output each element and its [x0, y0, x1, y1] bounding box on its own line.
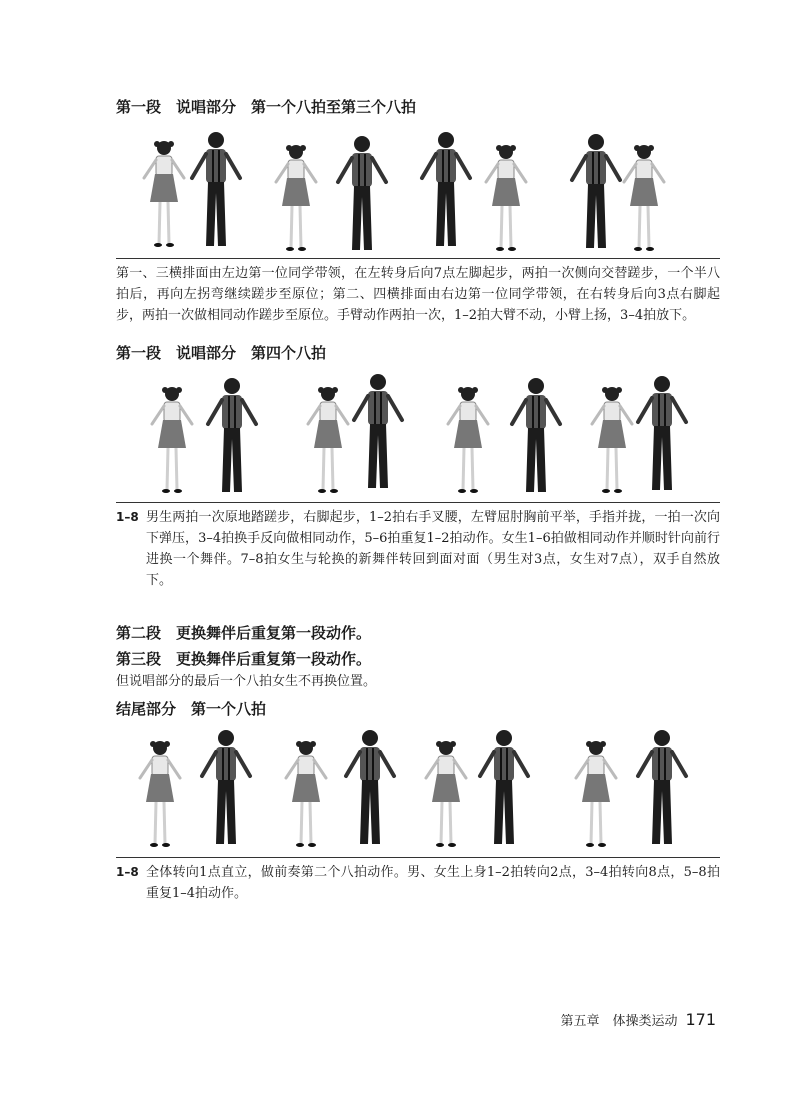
section-title-4: 第三段 更换舞伴后重复第一段动作。	[116, 650, 372, 668]
step-number: 1–8	[116, 865, 139, 879]
section-title-1: 第一段 说唱部分 第一个八拍至第三个八拍	[116, 98, 417, 116]
chapter-title: 第五章 体操类运动	[560, 1014, 678, 1029]
dance-photo-3	[116, 728, 720, 852]
section-title-3: 第二段 更换舞伴后重复第一段动作。	[116, 624, 372, 642]
page-number: 171	[685, 1010, 716, 1029]
step-description: 全体转向1点直立，做前奏第二个八拍动作。男、女生上身1–2拍转向2点，3–4拍转向8点，5–8拍重复1–4拍动作。	[146, 865, 720, 901]
step-description: 男生两拍一次原地踏蹉步，右脚起步，1–2拍右手叉腰，左臂屈肘胸前平举，手指并拢，一拍一次向下弹压，3–4拍换手反向做相同动作，5–6拍重复1–2拍动作。女生1–6拍做相同动作并顺时针向前行进换一个舞伴。7–8拍女生与轮换的新舞伴转回到面对面（男生对3点，女生对7点），双手自然放下。	[146, 510, 720, 588]
section-title-ending: 结尾部分 第一个八拍	[116, 700, 267, 718]
step-1-8-item	[116, 507, 720, 591]
page-footer	[560, 1010, 716, 1029]
figure-rule	[116, 258, 720, 259]
section-1-description: 第一、三横排面由左边第一位同学带领，在左转身后向7点左脚起步，两拍一次侧向交替蹉步，一个半八拍后，再向左拐弯继续蹉步至原位；第二、四横排面由右边第一位同学带领，在右转身后向3点右脚起步，两拍一次做相同动作蹉步至原位。手臂动作两拍一次，1–2拍大臂不动，小臂上扬，3–4拍放下。	[116, 266, 720, 323]
figure-rule	[116, 857, 720, 858]
ending-step-1-8-item	[116, 862, 720, 904]
section-4-note: 但说唱部分的最后一个八拍女生不再换位置。	[116, 674, 377, 689]
section-title-2: 第一段 说唱部分 第四个八拍	[116, 344, 327, 362]
dance-photo-2	[116, 374, 720, 498]
figure-rule	[116, 502, 720, 503]
step-number: 1–8	[116, 510, 139, 524]
dance-photo-1	[116, 128, 720, 254]
